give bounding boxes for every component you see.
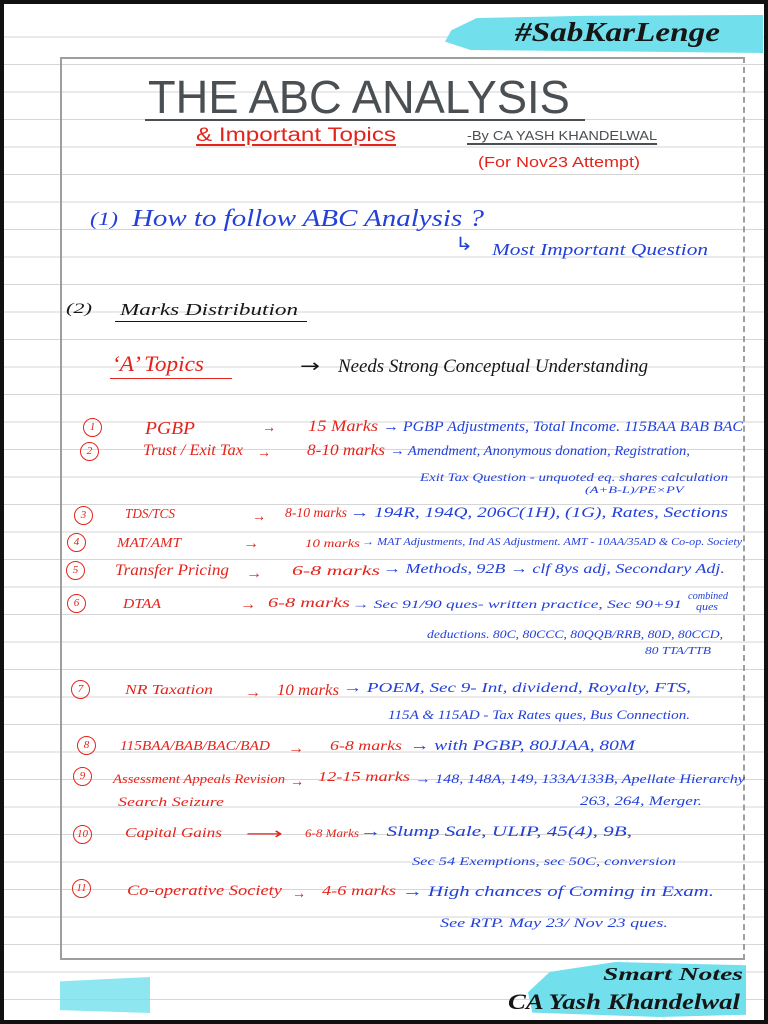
topic-name-continued: Search Seizure [118,794,225,809]
page-title: THE ABC ANALYSIS [148,71,570,123]
section-2-heading: Marks Distribution [120,300,299,319]
topic-detail: → Amendment, Anonymous donation, Registration, [390,444,690,459]
topic-detail: Exit Tax Question - unquoted eq. shares calculation [420,470,729,484]
topic-marks: 6-8 Marks [305,826,359,840]
topic-number-badge: 2 [80,442,99,461]
topic-marks: 6-8 marks [330,739,403,754]
topic-detail: deductions. 80C, 80CCC, 80QQB/RRB, 80D, 80CCD, [427,627,724,641]
topic-marks: 10 marks [305,536,360,550]
topic-detail: → Sec 91/90 ques- written practice, Sec 90+91 [352,597,682,611]
topic-detail: 80 TTA/TTB [645,645,711,657]
topic-detail: → Methods, 92B → clf 8ys adj, Secondary Adj. [383,562,725,577]
topic-detail: Sec 54 Exemptions, sec 50C, conversion [412,854,676,868]
topic-detail: → MAT Adjustments, Ind AS Adjustment. AMT - 10AA/35AD & Co-op. Society [362,537,743,548]
return-arrow-icon: ↳ [455,234,474,255]
topic-name: Assessment Appeals Revision [113,771,286,786]
topic-marks: 6-8 marks [292,564,381,579]
topic-name: PGBP [145,418,195,438]
subtitle: & Important Topics [196,125,397,146]
topic-number-badge: 9 [73,767,92,786]
arrow-right-icon: → [240,596,256,613]
section-1-note: Most Important Question [492,240,709,259]
arrow-right-icon: → [245,684,261,701]
arrow-right-icon: → [292,885,306,902]
topic-name: DTAA [123,597,162,612]
topic-detail: → High chances of Coming in Exam. [402,884,714,900]
topic-number-badge: 10 [73,825,92,844]
topic-marks: 6-8 marks [268,596,350,611]
topic-detail: → Slump Sale, ULIP, 45(4), 9B, [360,824,633,840]
topic-detail: See RTP. May 23/ Nov 23 ques. [440,915,668,930]
arrow-right-icon: → [290,773,304,790]
arrow-right-icon: → [300,356,320,377]
footer-brand: Smart Notes [603,964,744,984]
topic-number-badge: 6 [67,594,86,613]
arrow-right-icon: → [252,508,266,525]
arrow-right-icon: → [246,565,262,582]
hashtag: #SabKarLenge [515,17,720,47]
author-credit: -By CA YASH KHANDELWAL [467,128,658,143]
topic-marks: 10 marks [277,682,340,699]
topic-number-badge: 4 [67,533,86,552]
arrow-right-icon: → [243,535,259,552]
topic-name: Capital Gains [125,826,222,841]
topic-marks: 8-10 marks [285,506,347,521]
topic-marks: 4-6 marks [322,884,396,899]
topic-number-badge: 11 [72,879,91,898]
topic-detail: 263, 264, Merger. [580,793,702,808]
topic-formula: (A+B-L)/PE×PV [585,485,684,495]
topic-number-badge: 7 [71,680,90,699]
arrow-right-icon: → [288,740,304,757]
section-2-number: (2) [66,301,93,317]
topic-detail: → with PGBP, 80JJAA, 80M [410,738,635,754]
footer-author: CA Yash Khandelwal [508,989,740,1014]
topic-name: 115BAA/BAB/BAC/BAD [120,739,270,754]
topic-name: Co-operative Society [127,883,282,899]
topic-name: NR Taxation [125,683,213,698]
topic-number-badge: 8 [77,736,96,755]
section-1-heading: How to follow ABC Analysis ? [132,206,484,232]
topic-name: Trust / Exit Tax [143,442,243,459]
topic-detail: → PGBP Adjustments, Total Income. 115BAA BAB BAC [383,419,744,435]
topic-detail: ques [696,602,718,613]
topic-marks: 15 Marks [308,418,379,435]
topic-name: TDS/TCS [125,507,176,522]
a-topics-note: Needs Strong Conceptual Understanding [338,356,649,377]
arrow-right-icon: → [257,444,271,461]
arrow-right-icon: → [262,419,276,436]
long-arrow-right-icon: ⟶ [246,824,283,843]
topic-number-badge: 5 [66,561,85,580]
topic-number-badge: 3 [74,506,93,525]
topic-detail: combined [688,591,729,602]
topic-number-badge: 1 [83,418,102,437]
section-1-number: (1) [90,209,119,230]
topic-marks: 8-10 marks [307,442,386,459]
topic-detail: → 194R, 194Q, 206C(1H), (1G), Rates, Sections [350,505,729,521]
attempt-note: (For Nov23 Attempt) [478,154,641,171]
topic-marks: 12-15 marks [318,770,411,785]
topic-detail: 115A & 115AD - Tax Rates ques, Bus Connection. [388,707,691,722]
topic-name: Transfer Pricing [115,562,229,579]
a-topics-label: ‘A’ Topics [112,351,204,376]
topic-detail: → 148, 148A, 149, 133A/133B, Apellate Hierarchy [415,771,745,786]
topic-name: MAT/AMT [117,536,182,551]
topic-detail: → POEM, Sec 9- Int, dividend, Royalty, FTS, [343,681,691,696]
